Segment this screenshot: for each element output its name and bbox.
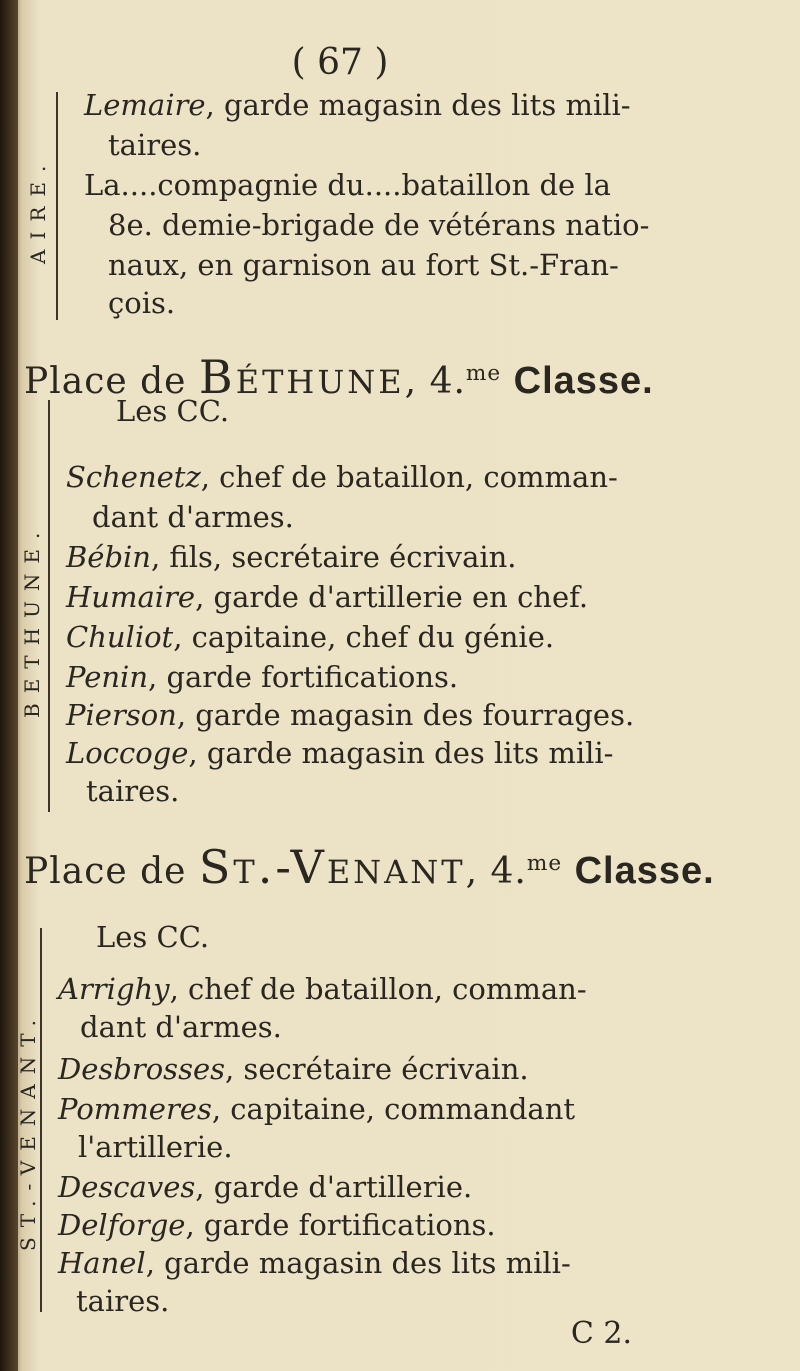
entry-text: naux, en garnison au fort St.-Fran-: [108, 248, 619, 282]
entry-name: Descaves: [58, 1170, 196, 1204]
entry-text: La....compagnie du....bataillon de la: [84, 168, 611, 202]
entry-name: Pommeres: [58, 1092, 212, 1126]
entry-text: , garde magasin des lits mili-: [145, 1246, 571, 1280]
entry-name: Pierson: [66, 698, 177, 732]
entry-name: Penin: [66, 660, 149, 694]
heading-place: Béthune: [198, 350, 405, 404]
entry-text: taires.: [76, 1284, 170, 1318]
entry-name: Arrighy: [58, 972, 170, 1006]
entry-line: [58, 1170, 472, 1204]
entry-text: , garde fortifications.: [185, 1208, 496, 1242]
entry-line: [84, 168, 611, 202]
entry-text: , capitaine, commandant: [211, 1092, 576, 1126]
entry-line: [58, 1246, 571, 1280]
entry-text: taires.: [86, 774, 180, 808]
entry-line: [108, 286, 175, 320]
entry-line: [78, 1130, 233, 1164]
entry-line: [66, 460, 618, 494]
folio-signature: C 2.: [570, 1316, 632, 1351]
entry-text: 8e. demie-brigade de vétérans natio-: [108, 208, 650, 242]
heading-st-venant: Place de St.-Venant, 4.$^{me}$ Classe.: [24, 840, 715, 894]
entry-line: [108, 208, 649, 242]
entry-text: l'artillerie.: [78, 1130, 233, 1164]
page-number: ( 67 ): [291, 42, 389, 83]
heading-prefix: Place de: [24, 851, 187, 892]
entry-text: , secrétaire écrivain.: [225, 1052, 529, 1086]
entry-line: [66, 540, 517, 574]
heading-suffix: Classe.: [574, 850, 715, 892]
entry-line: [66, 660, 458, 694]
entry-text: taires.: [108, 128, 202, 162]
heading-sup: me: [526, 851, 563, 876]
entry-text: , capitaine, chef du génie.: [173, 620, 555, 654]
entry-text: , chef de bataillon, comman-: [169, 972, 587, 1006]
entry-line: [92, 500, 294, 534]
entry-text: , garde magasin des fourrages.: [176, 698, 635, 732]
heading-bethune: Place de Béthune, 4.$^{me}$ Classe.: [24, 350, 654, 404]
entry-name: Schenetz: [66, 460, 201, 494]
brace-aire: [56, 92, 58, 320]
entry-line: [58, 1052, 529, 1086]
entry-text: dant d'armes.: [92, 500, 294, 534]
entry-text: , garde magasin des lits mili-: [188, 736, 614, 770]
heading-suffix: Classe.: [513, 360, 654, 402]
heading-prefix: Place de: [24, 361, 187, 402]
entry-name: Delforge: [58, 1208, 186, 1242]
entry-line: [108, 128, 201, 162]
entry-line: [66, 620, 554, 654]
entry-text: , garde d'artillerie.: [195, 1170, 473, 1204]
entry-name: Hanel: [58, 1246, 146, 1280]
entry-line: [108, 248, 619, 282]
brace-bethune: [48, 400, 50, 812]
entry-line: [80, 1010, 282, 1044]
side-label-st-venant: ST.-VENANT.: [16, 1009, 40, 1251]
entry-name: Lemaire: [84, 88, 206, 122]
entry-line: [58, 1092, 575, 1126]
entry-line: [58, 972, 587, 1006]
heading-place: St.-Venant: [198, 840, 466, 894]
entry-name: Desbrosses: [58, 1052, 225, 1086]
entry-line: [84, 88, 631, 122]
entry-line: [66, 736, 613, 770]
entry-line: [66, 698, 634, 732]
section-intro: Les CC.: [96, 920, 210, 954]
entry-line: [86, 774, 179, 808]
entry-text: çois.: [108, 286, 176, 320]
entry-text: , garde magasin des lits mili-: [205, 88, 631, 122]
entry-line: [66, 580, 588, 614]
entry-name: Bébin: [66, 540, 151, 574]
heading-class: 4.: [429, 361, 466, 402]
brace-st-venant: [40, 928, 42, 1312]
entry-text: , chef de bataillon, comman-: [200, 460, 618, 494]
entry-name: Loccoge: [66, 736, 189, 770]
side-label-bethune: BETHUNE.: [20, 522, 44, 718]
side-label-aire: AIRE.: [26, 155, 50, 265]
entry-text: , garde d'artillerie en chef.: [195, 580, 589, 614]
entry-line: [76, 1284, 169, 1318]
entry-name: Chuliot: [66, 620, 174, 654]
entry-text: , garde fortifications.: [148, 660, 459, 694]
entry-name: Humaire: [66, 580, 196, 614]
entry-text: dant d'armes.: [80, 1010, 282, 1044]
entry-text: , fils, secrétaire écrivain.: [151, 540, 517, 574]
entry-line: [58, 1208, 496, 1242]
heading-class: 4.: [490, 851, 527, 892]
section-intro: Les CC.: [116, 394, 230, 428]
heading-sup: me: [465, 361, 502, 386]
